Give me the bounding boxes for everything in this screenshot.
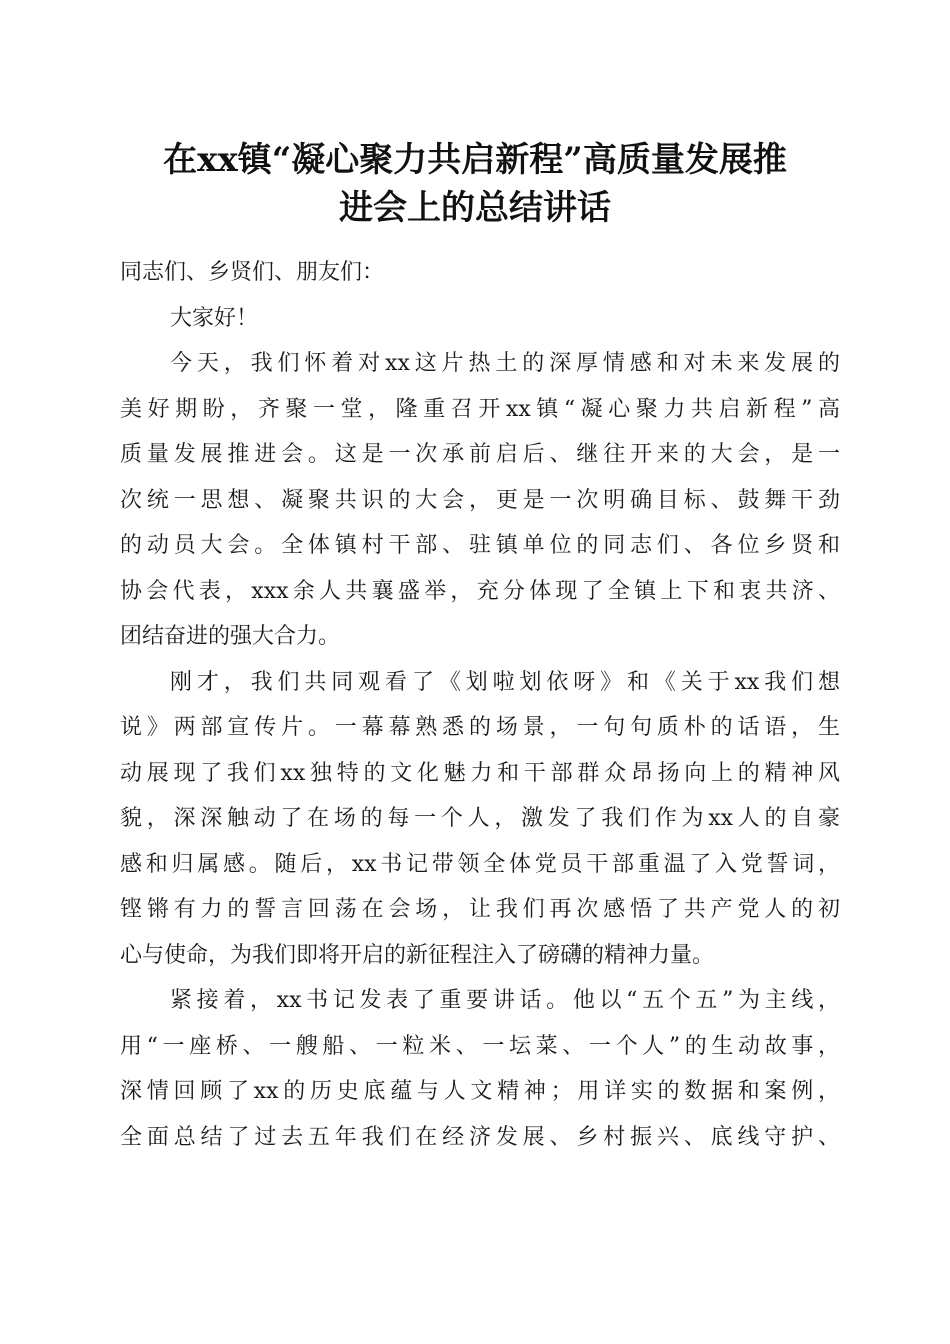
paragraph-line: 动展现了我们xx独特的文化魅力和干部群众昂扬向上的精神风	[120, 760, 840, 786]
paragraph-line: 次统一思想、凝聚共识的大会，更是一次明确目标、鼓舞干劲	[120, 487, 840, 513]
paragraph-line: 今天，我们怀着对xx这片热土的深厚情感和对未来发展的	[170, 351, 840, 376]
paragraph-line: 感和归属感。随后，xx书记带领全体党员干部重温了入党誓词，	[120, 851, 840, 877]
paragraph-line: 用“一座桥、一艘船、一粒米、一坛菜、一个人”的生动故事，	[120, 1033, 840, 1059]
paragraph-line: 刚才，我们共同观看了《划啦划依呀》和《关于xx我们想	[170, 669, 840, 695]
paragraph-line: 貌，深深触动了在场的每一个人，激发了我们作为xx人的自豪	[120, 806, 840, 831]
title-line: 在xx镇“凝心聚力共启新程”高质量发展推	[163, 140, 787, 180]
paragraph-1	[120, 341, 840, 660]
paragraph-line: 心与使命，为我们即将开启的新征程注入了磅礴的精神力量。	[120, 942, 715, 968]
paragraph-line: 美好期盼，齐聚一堂，隆重召开xx镇“凝心聚力共启新程”高	[120, 396, 840, 422]
paragraph-line: 深情回顾了xx的历史底蕴与人文精神；用详实的数据和案例，	[120, 1079, 840, 1104]
paragraph-3	[120, 978, 840, 1160]
paragraph-2	[120, 660, 840, 979]
salutation: 大家好！	[170, 305, 259, 331]
paragraph-line: 说》两部宣传片。一幕幕熟悉的场景，一句句质朴的话语，生	[120, 715, 840, 740]
paragraph-line: 质量发展推进会。这是一次承前启后、继往开来的大会，是一	[120, 442, 840, 467]
paragraph-line: 全面总结了过去五年我们在经济发展、乡村振兴、底线守护、	[120, 1124, 840, 1150]
paragraph-line: 铿锵有力的誓言回荡在会场，让我们再次感悟了共产党人的初	[120, 897, 840, 922]
paragraph-line: 紧接着，xx书记发表了重要讲话。他以“五个五”为主线，	[170, 988, 840, 1013]
speech-body	[120, 250, 840, 1160]
paragraph-line: 协会代表，xxx余人共襄盛举，充分体现了全镇上下和衷共济、	[120, 578, 840, 604]
title-line: 进会上的总结讲话	[339, 188, 611, 228]
document-title	[100, 136, 850, 232]
paragraph-line: 团结奋进的强大合力。	[120, 624, 341, 649]
greeting: 同志们、乡贤们、朋友们：	[120, 260, 385, 285]
paragraph-line: 的动员大会。全体镇村干部、驻镇单位的同志们、各位乡贤和	[120, 533, 840, 558]
